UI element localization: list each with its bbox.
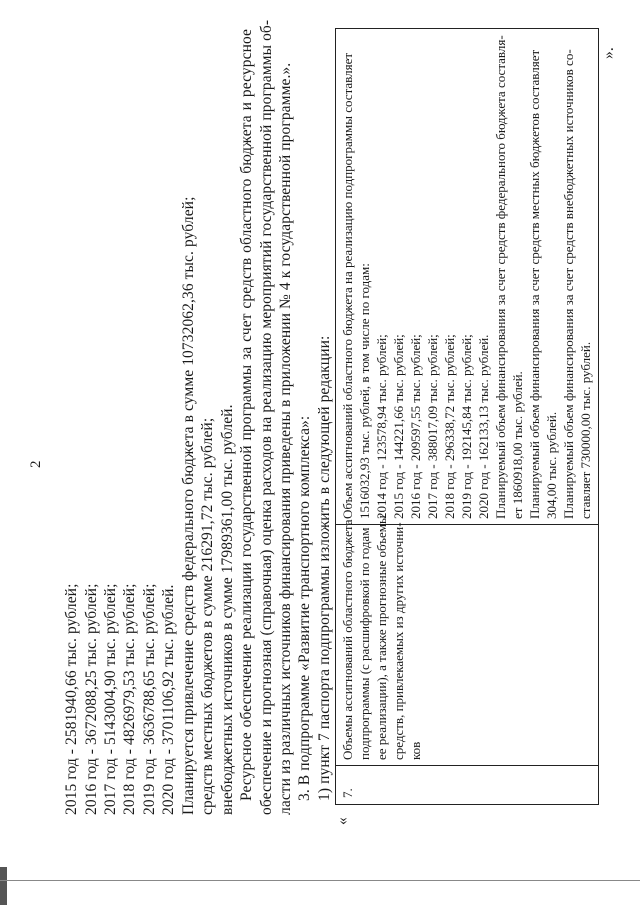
content-line: ет 1860918,00 тыс. рублей. [510,371,525,519]
label-line: средств, привлекаемых из других источни- [391,522,406,760]
funding-line: Планируется привлечение средств федерального бюджета в сумме 10732062,36 тыс. рублей; [180,196,197,815]
year-line: 2019 год - 3636788,65 тыс. рублей; [141,583,158,815]
subprogram-line: 1) пункт 7 паспорта подпрограммы изложить в следующей редакции: [316,335,333,801]
label-line: ков [408,741,423,760]
year-line: 2020 год - 3701106,92 тыс. рублей. [160,584,177,815]
content-line: Объем ассигнований областного бюджета на реализацию подпрограммы составляет [340,52,355,519]
year-line: 2015 год - 2581940,66 тыс. рублей; [63,583,80,815]
content-line: ставляет 730000,00 тыс. рублей. [578,341,593,519]
resource-paragraph-line: Ресурсное обеспечение реализации государственной программы за счет средств областного бюджета и ресурсное [238,29,255,801]
content-line: 1516032,93 тыс. рублей, в том числе по годам: [357,263,372,519]
year-line: 2018 год - 4826979,53 тыс. рублей; [121,583,138,815]
label-line: Объемы ассигнований областного бюджета [340,519,355,760]
content-line: 2017 год - 388017,09 тыс. рублей; [425,334,440,519]
content-line: 2019 год - 192145,84 тыс. рублей; [459,334,474,519]
row-number-cell [336,766,599,805]
label-line: ее реализации), а также прогнозные объемы [374,515,389,760]
label-cell [336,515,599,766]
open-quote: « [334,817,351,825]
funding-line: средств местных бюджетов в сумме 216291,72 тыс. рублей; [199,417,216,815]
content-line: Планируемый объем финансирования за счет средств местных бюджетов составляет [527,49,542,519]
resource-paragraph-line: ласти из различных источников финансирования приведены в приложении № 4 к государственной программе.». [277,62,294,815]
close-quote: ». [600,47,617,59]
content-line: 2020 год - 162133,13 тыс. рублей. [476,334,491,519]
passport-table [335,28,599,805]
content-line: Планируемый объем финансирования за счет средств внебюджетных источников со- [561,49,576,519]
content-line: 2015 год - 144221,66 тыс. рублей; [391,334,406,519]
funding-line: внебюджетных источников в сумме 17989361,00 тыс. рублей. [219,404,236,815]
year-line: 2017 год - 5143004,90 тыс. рублей; [102,583,119,815]
year-line: 2016 год - 3672088,25 тыс. рублей; [83,583,100,815]
content-line: Планируемый объем финансирования за счет средств федерального бюджета составля- [493,35,508,519]
content-line: 2018 год - 296338,72 тыс. рублей; [442,334,457,519]
content-line: 2016 год - 209597,55 тыс. рублей; [408,334,423,519]
content-line: 2014 год - 123578,94 тыс. рублей; [374,334,389,519]
content-line: 304,00 тыс. рублей. [544,411,559,519]
page-number: 2 [28,460,44,468]
row-number: 7. [340,788,355,798]
resource-paragraph-line: обеспечение и прогнозная (справочная) оценка расходов на реализацию мероприятий государственной программы об- [258,19,275,815]
subprogram-line: 3. В подпрограмме «Развитие транспортного комплекса»: [296,415,313,801]
content-cell [336,29,599,525]
table-row [336,29,599,805]
label-line: подпрограммы (с расшифровкой по годам [357,527,372,760]
